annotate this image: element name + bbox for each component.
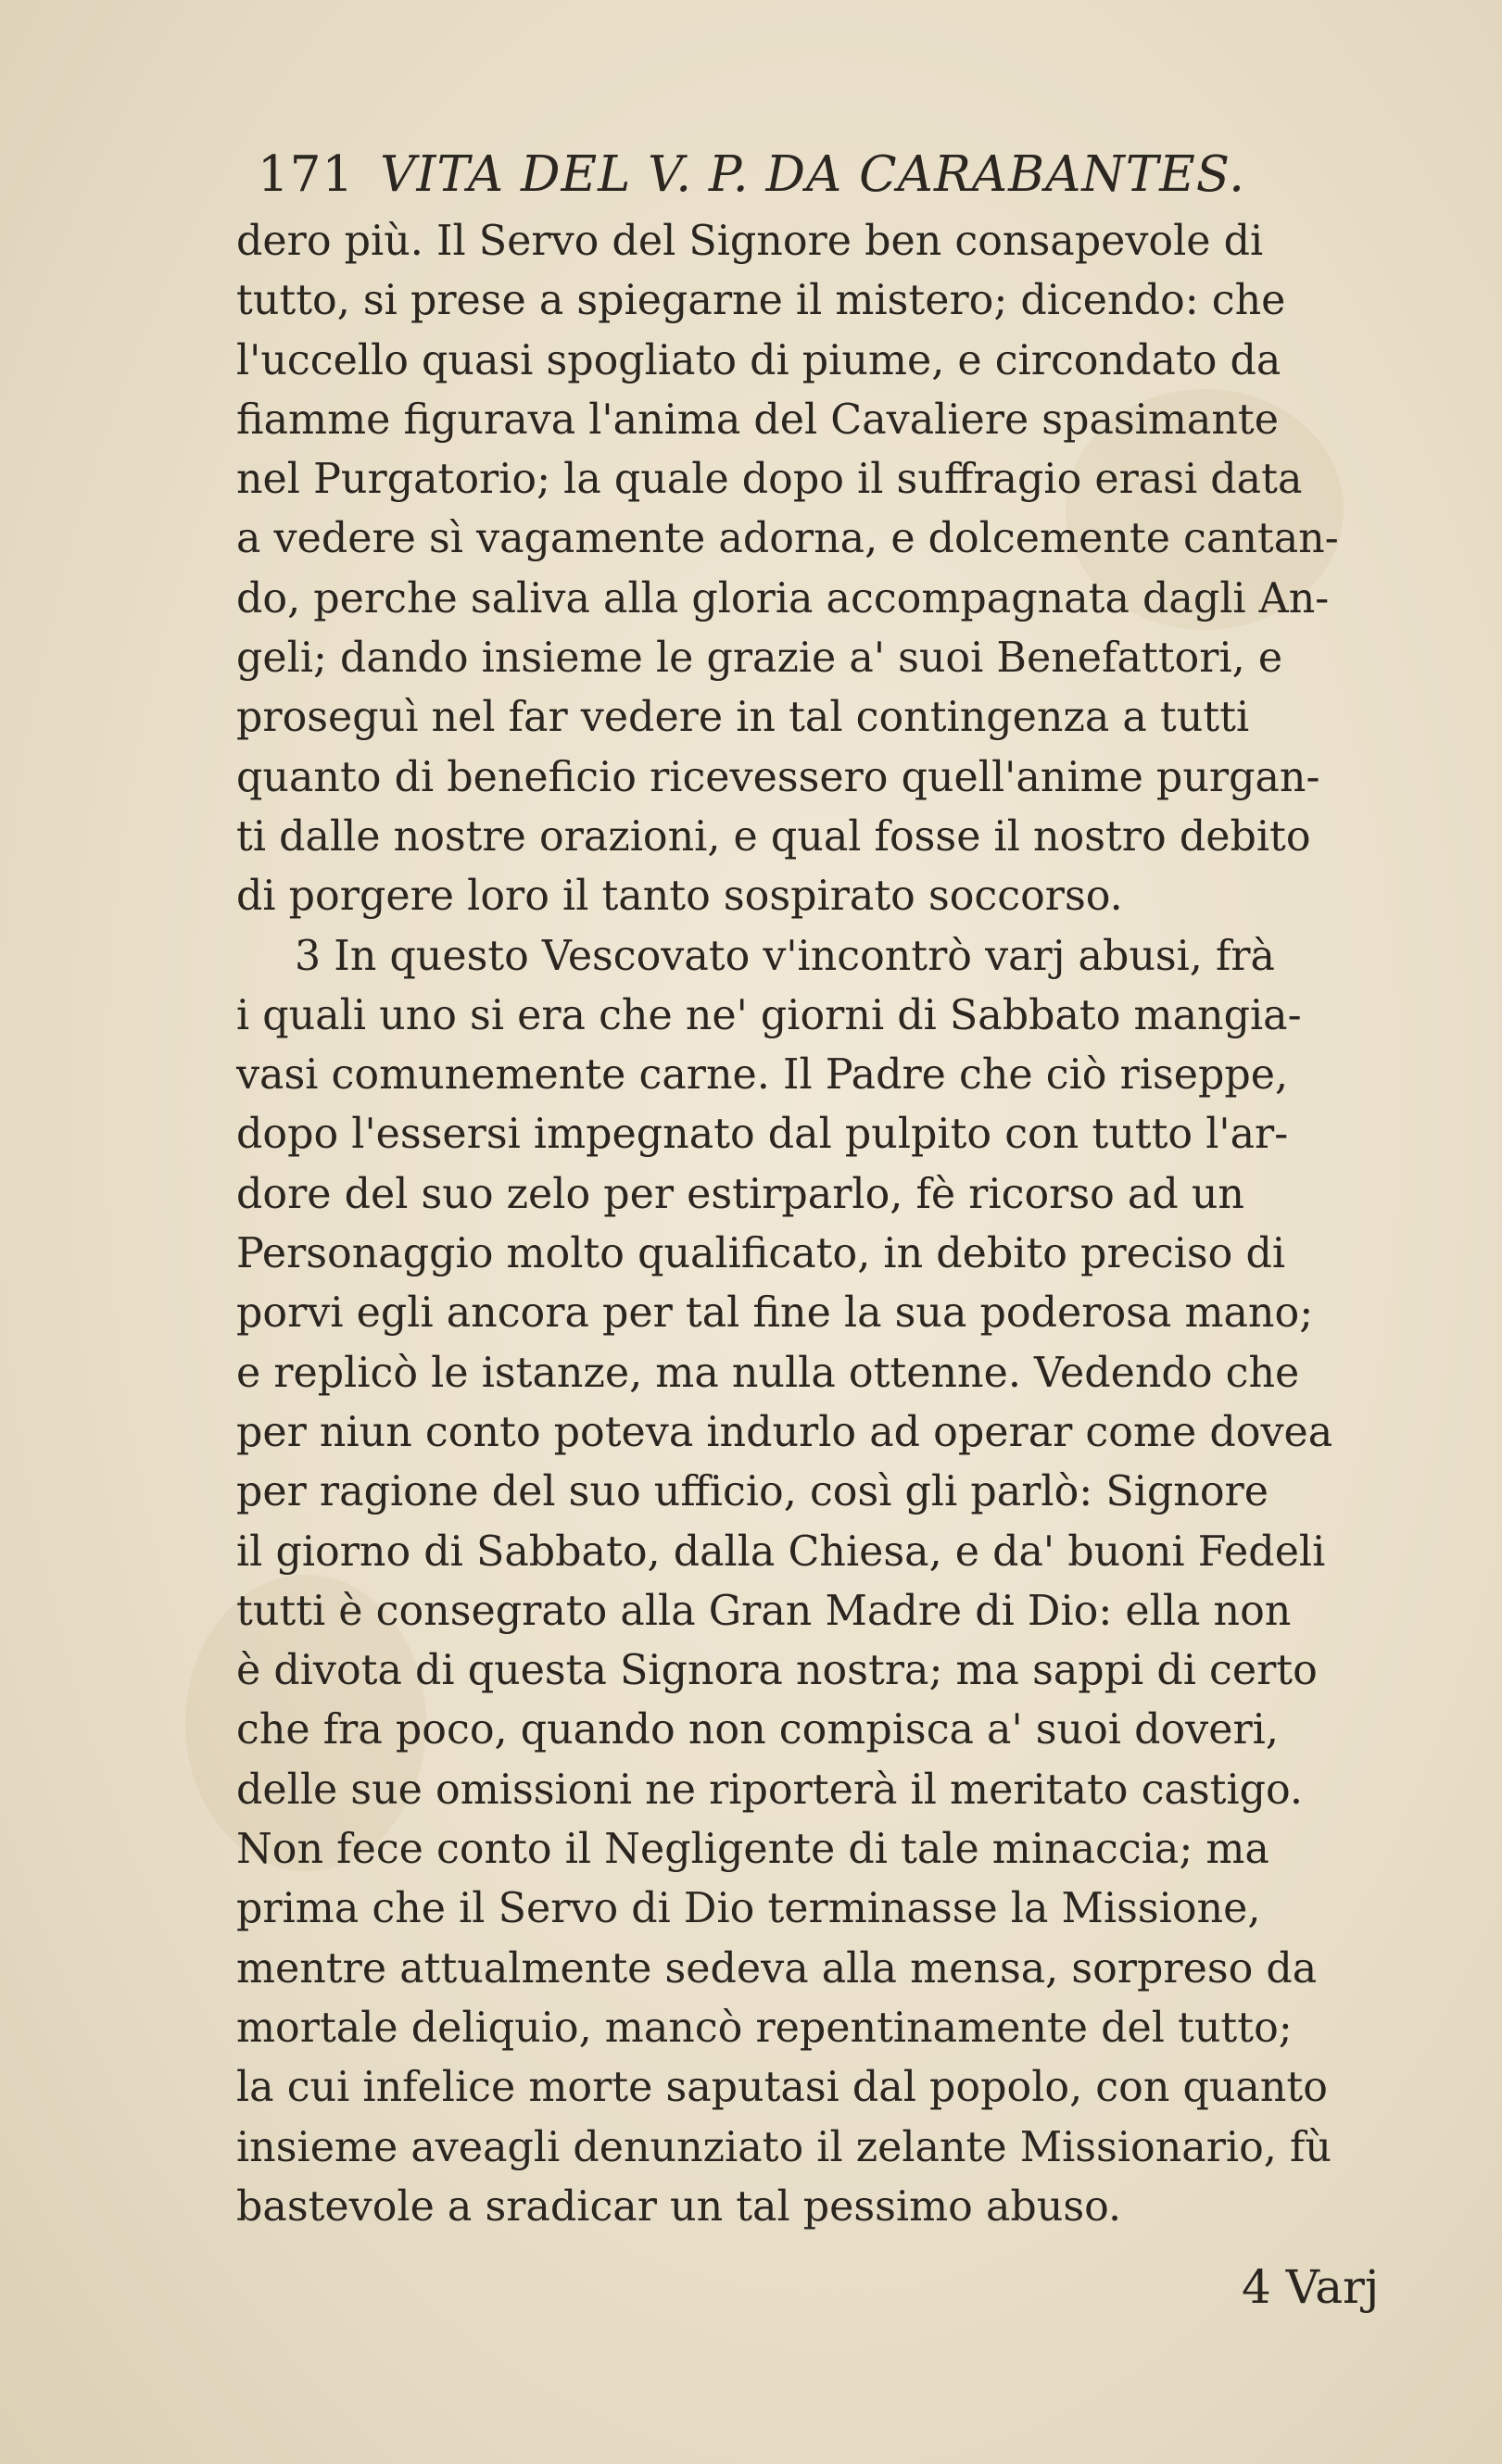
text-line: per niun conto poteva indurlo ad operar come dovea bbox=[236, 1406, 1333, 1456]
body-text bbox=[236, 211, 1502, 2236]
text-line: fiamme figurava l'anima del Cavaliere spasimante bbox=[236, 394, 1279, 444]
text-line: insieme aveagli denunziato il zelante Missionario, fù bbox=[236, 2121, 1332, 2171]
text-line: geli; dando insieme le grazie a' suoi Benefattori, e bbox=[236, 633, 1283, 683]
text-line: dero più. Il Servo del Signore ben consapevole di bbox=[236, 216, 1264, 265]
text-line: a vedere sì vagamente adorna, e dolcemente cantan- bbox=[236, 513, 1339, 563]
text-line: la cui infelice morte saputasi dal popolo, con quanto bbox=[236, 2062, 1328, 2112]
text-line: porvi egli ancora per tal fine la sua poderosa mano; bbox=[236, 1288, 1314, 1338]
text-line: proseguì nel far vedere in tal contingenza a tutti bbox=[236, 692, 1250, 742]
text-line: per ragione del suo ufficio, così gli parlò: Signore bbox=[236, 1466, 1268, 1516]
page-number: 171 bbox=[258, 146, 355, 203]
text-line: 3 In questo Vescovato v'incontrò varj abusi, frà bbox=[295, 930, 1275, 980]
text-line: di porgere loro il tanto sospirato soccorso. bbox=[236, 871, 1123, 921]
text-line: dore del suo zelo per estirparlo, fè ricorso ad un bbox=[236, 1168, 1244, 1218]
text-line: il giorno di Sabbato, dalla Chiesa, e da' buoni Fedeli bbox=[236, 1526, 1326, 1576]
text-line: prima che il Servo di Dio terminasse la Missione, bbox=[236, 1883, 1261, 1933]
text-line: e replicò le istanze, ma nulla ottenne. Vedendo che bbox=[236, 1347, 1300, 1397]
text-line: che fra poco, quando non compisca a' suoi doveri, bbox=[236, 1704, 1279, 1754]
text-line: dopo l'essersi impegnato dal pulpito con tutto l'ar- bbox=[236, 1109, 1289, 1159]
catchword: 4 Varj bbox=[1242, 2260, 1380, 2314]
text-line: vasi comunemente carne. Il Padre che ciò riseppe, bbox=[236, 1050, 1289, 1100]
text-line: quanto di beneficio ricevessero quell'anime purgan- bbox=[236, 751, 1320, 801]
running-title: VITA DEL V. P. DA CARABANTES. bbox=[380, 146, 1246, 203]
text-line: tutto, si prese a spiegarne il mistero; dicendo: che bbox=[236, 275, 1286, 325]
text-line: i quali uno si era che ne' giorni di Sabbato mangia- bbox=[236, 989, 1302, 1039]
text-line: tutti è consegrato alla Gran Madre di Dio: ella non bbox=[236, 1585, 1292, 1635]
text-line: mentre attualmente sedeva alla mensa, sorpreso da bbox=[236, 1942, 1318, 1993]
text-line: Personaggio molto qualificato, in debito preciso di bbox=[236, 1228, 1286, 1278]
text-line: do, perche saliva alla gloria accompagnata dagli An- bbox=[236, 572, 1330, 622]
text-line: Non fece conto il Negligente di tale minaccia; ma bbox=[236, 1824, 1269, 1874]
text-line: nel Purgatorio; la quale dopo il suffragio erasi data bbox=[236, 454, 1303, 504]
text-line: bastevole a sradicar un tal pessimo abuso. bbox=[236, 2181, 1122, 2231]
text-line: è divota di questa Signora nostra; ma sappi di certo bbox=[236, 1645, 1318, 1695]
text-line: mortale deliquio, mancò repentinamente del tutto; bbox=[236, 2002, 1293, 2052]
text-line: delle sue omissioni ne riporterà il meritato castigo. bbox=[236, 1764, 1304, 1814]
text-line: ti dalle nostre orazioni, e qual fosse il nostro debito bbox=[236, 811, 1311, 861]
running-head bbox=[258, 146, 1499, 203]
text-line: l'uccello quasi spogliato di piume, e circondato da bbox=[236, 334, 1281, 384]
